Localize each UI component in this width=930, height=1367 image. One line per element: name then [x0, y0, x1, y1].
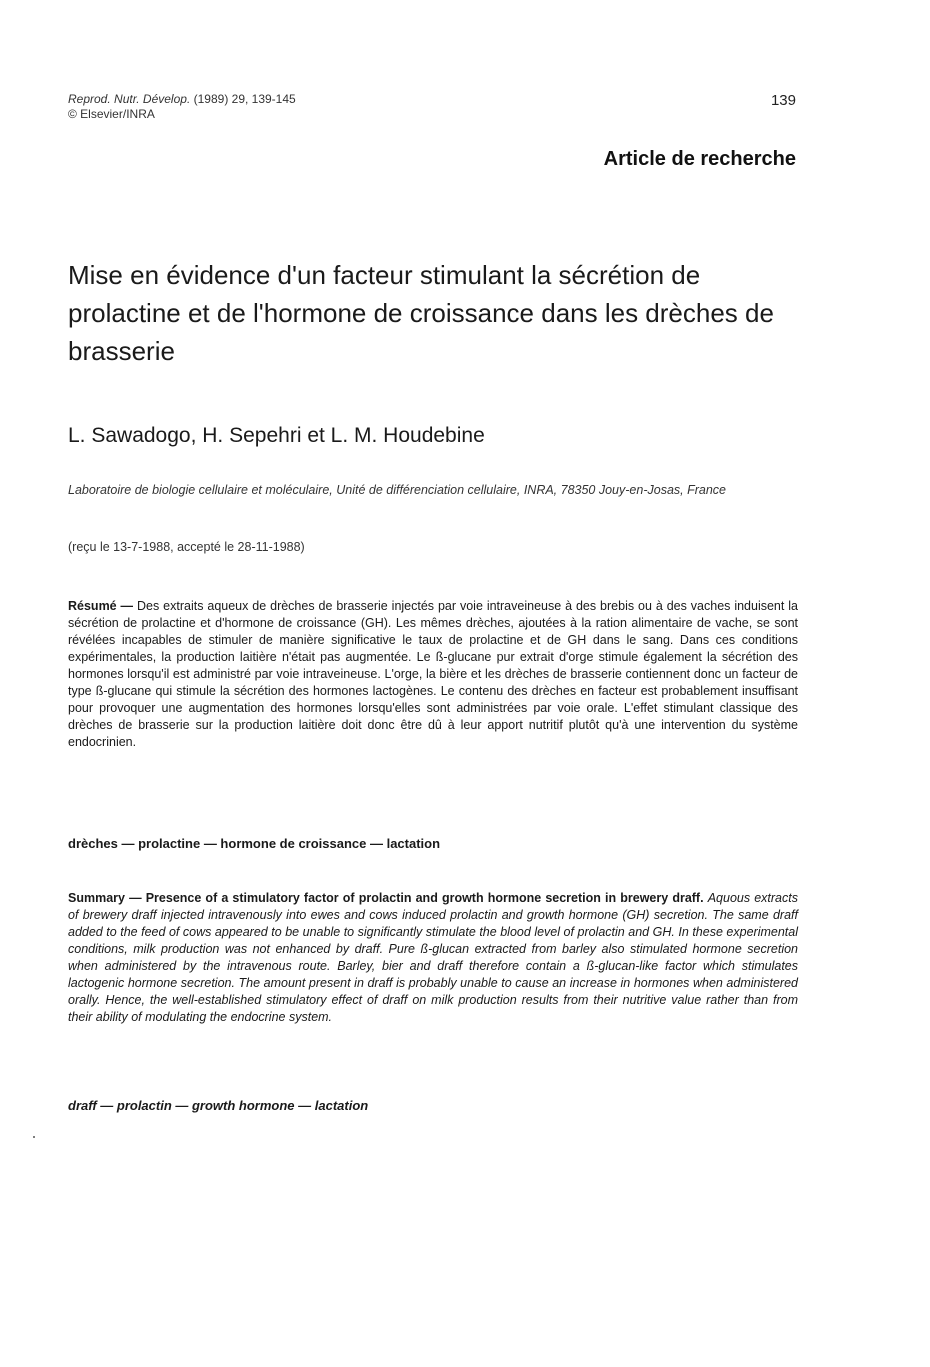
resume-text: Des extraits aqueux de drèches de brasserie injectés par voie intraveineuse à des brebis ou à des vaches induisent la sécrétion de prolactine et d'hormone de croissance (GH). Les mêmes drèches, ajoutées à la ration alimentaire de vache, se sont révélées incapables de stimuler de manière significative le taux de prolactine et de GH dans le sang. Dans ces conditions expérimentales, la production laitière n'était pas augmentée. Le ß-glucane pur extrait d'orge stimule également la sécrétion des hormones lorsqu'il est administré par voie intraveineuse. L'orge, la bière et les drèches de brasserie contiennent donc un facteur de type ß-glucane qui stimule la sécrétion des hormones lactogènes. Le contenu des drèches en facteur est probablement insuffisant pour provoquer une augmentation des hormones lorsqu'elles sont administrées par voie orale. L'effet stimulant classique des drèches de brasserie sur la production laitière doit donc être dû à leur apport nutritif plutôt qu'à une intervention du système endocrinien.: [68, 599, 799, 749]
article-title: Mise en évidence d'un facteur stimulant la sécrétion de prolactine et de l'hormone de croissance dans les drèches de brasserie: [68, 260, 774, 366]
affiliation: Laboratoire de biologie cellulaire et moléculaire, Unité de différenciation cellulaire, INRA, 78350 Jouy-en-Josas, France: [68, 483, 726, 497]
page-number: 139: [770, 92, 796, 109]
summary-text: Aquous extracts of brewery draff injected intravenously into ewes and cows induced prolactin and growth hormone (GH) secretion. The same draff added to the feed of cows appeared to be unable to significantly stimulate the blood level of prolactin and GH. In these experimental conditions, milk production was not enhanced by draff. Pure ß-glucan extracted from barley also stimulated hormone secretion when administered by the intravenous route. Barley, bier and draff therefore contain a ß-glucan-like factor which stimulates lactogenic hormone secretion. The amount present in draff is probably unable to cause an increase in hormones when administered orally. Hence, the well-established stimulatory effect of draff on milk production results from their nutritive value rather than from their ability of modulating the endocrine system.: [68, 891, 798, 1024]
resume-label: Résumé —: [68, 599, 134, 613]
journal-name: Reprod. Nutr. Dévelop.: [68, 92, 191, 106]
publisher: © Elsevier/INRA: [68, 107, 155, 121]
authors: L. Sawadogo, H. Sepehri et L. M. Houdebine: [68, 424, 485, 447]
journal-citation: [68, 92, 296, 122]
keywords-french: drèches — prolactine — hormone de croissance — lactation: [68, 836, 441, 851]
keywords-english: draff — prolactin — growth hormone — lactation: [68, 1098, 369, 1113]
received-dates: (reçu le 13-7-1988, accepté le 28-11-1988): [68, 540, 305, 554]
scan-artifact-dot: [33, 1136, 35, 1138]
summary-abstract: [68, 890, 798, 1026]
journal-volume: (1989) 29, 139-145: [193, 92, 296, 106]
summary-label: Summary — Presence of a stimulatory factor of prolactin and growth hormone secretion in brewery draff.: [68, 891, 704, 905]
article-type: Article de recherche: [603, 148, 796, 170]
resume-abstract: [68, 598, 798, 751]
